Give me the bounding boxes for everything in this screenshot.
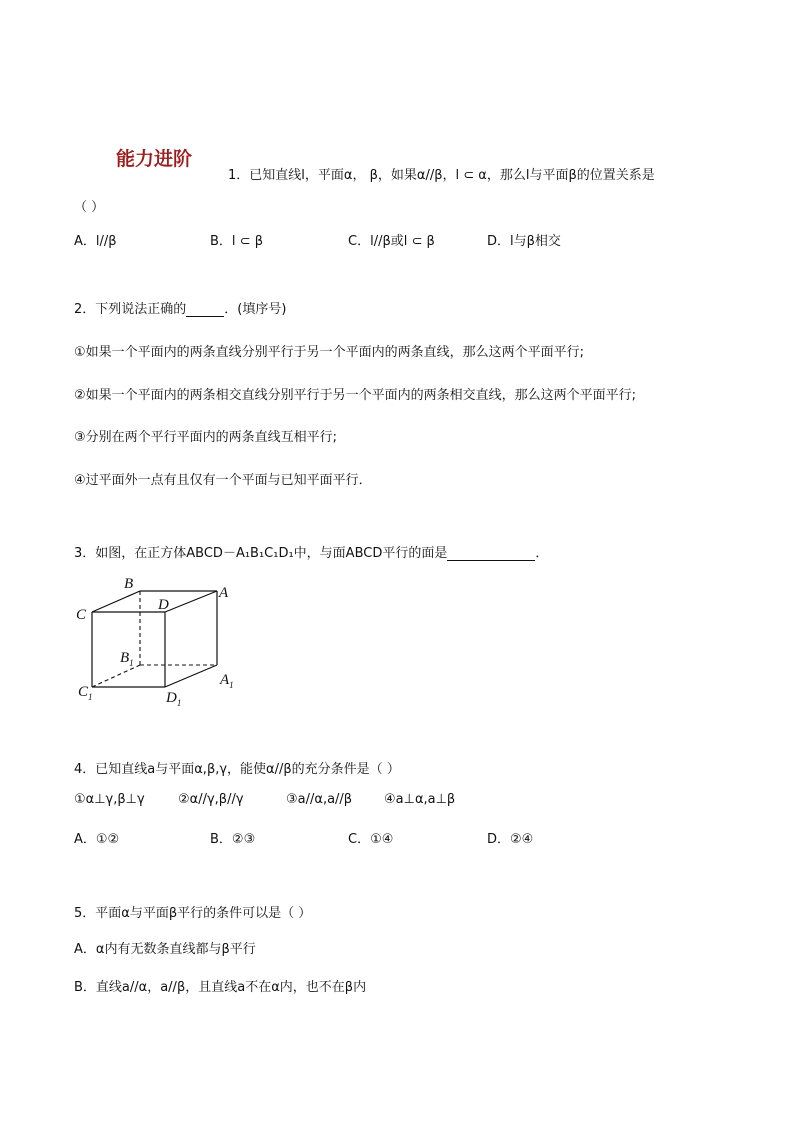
q4-condition-1: ①α⊥γ,β⊥γ: [74, 792, 145, 807]
vertex-label-c1: $C_1$: [78, 684, 93, 702]
q1-option-d: D．l与β相交: [487, 234, 561, 249]
q4-condition-3: ③a//α,a//β: [286, 792, 353, 807]
vertex-label-a1: $A_1$: [220, 672, 234, 690]
q1-option-a: A．l//β: [74, 234, 117, 249]
edge-d1a1: [165, 665, 217, 687]
q4-option-d: D．②④: [487, 832, 534, 847]
edge-da: [165, 591, 217, 612]
q1-option-c: C．l//β或l ⊂ β: [348, 234, 435, 249]
q5-option-a: A．α内有无数条直线都与β平行: [74, 942, 256, 957]
section-heading: 能力进阶: [116, 148, 193, 170]
q1-stem: 1．已知直线l，平面α， β，如果α//β，l ⊂ α，那么l与平面β的位置关系是: [228, 168, 655, 183]
q4-condition-4: ④a⊥α,a⊥β: [384, 792, 456, 807]
q2-statement-3: ③分别在两个平行平面内的两条直线互相平行;: [74, 430, 338, 445]
q5-stem: 5．平面α与平面β平行的条件可以是（ ）: [74, 906, 312, 921]
vertex-label-b: B: [124, 576, 134, 592]
q3-answer-blank[interactable]: [447, 546, 535, 561]
vertex-label-b1: $B_1$: [120, 650, 134, 668]
vertex-label-a: A: [219, 585, 229, 601]
q2-statement-4: ④过平面外一点有且仅有一个平面与已知平面平行．: [74, 473, 372, 488]
q1-bracket: （ ）: [74, 200, 105, 215]
q2-statement-2: ②如果一个平面内的两条相交直线分别平行于另一个平面内的两条相交直线，那么这两个平面平行;: [74, 388, 637, 403]
vertex-label-c: C: [76, 607, 87, 623]
vertex-label-d1: $D_1$: [166, 690, 182, 708]
q4-option-a: A．①②: [74, 832, 120, 847]
q2-answer-blank[interactable]: [186, 302, 224, 317]
q4-option-c: C．①④: [348, 832, 394, 847]
cube-figure: [70, 572, 250, 712]
edge-c1b1-hidden: [92, 665, 140, 687]
q4-condition-2: ②α//γ,β//γ: [178, 792, 244, 807]
q4-option-b: B．②③: [210, 832, 256, 847]
q2-statement-1: ①如果一个平面内的两条直线分别平行于另一个平面内的两条直线，那么这两个平面平行;: [74, 345, 585, 360]
q4-stem: 4．已知直线a与平面α,β,γ，能使α//β的充分条件是（ ）: [74, 762, 400, 777]
q2-stem: [74, 298, 286, 317]
q3-stem-after: ．: [535, 546, 549, 561]
q5-option-b: B．直线a//α，a//β，且直线a不在α内，也不在β内: [74, 980, 367, 995]
q1-option-b: B．l ⊂ β: [210, 234, 263, 249]
q3-stem-before: 3．如图，在正方体ABCD－A₁B₁C₁D₁中，与面ABCD平行的面是: [74, 546, 448, 561]
q3-stem: [74, 542, 548, 561]
q2-stem-before: 2．下列说法正确的: [74, 302, 187, 317]
vertex-label-d: D: [158, 597, 169, 613]
q2-stem-after: ．(填序号): [224, 302, 287, 317]
edge-bc: [92, 591, 140, 612]
